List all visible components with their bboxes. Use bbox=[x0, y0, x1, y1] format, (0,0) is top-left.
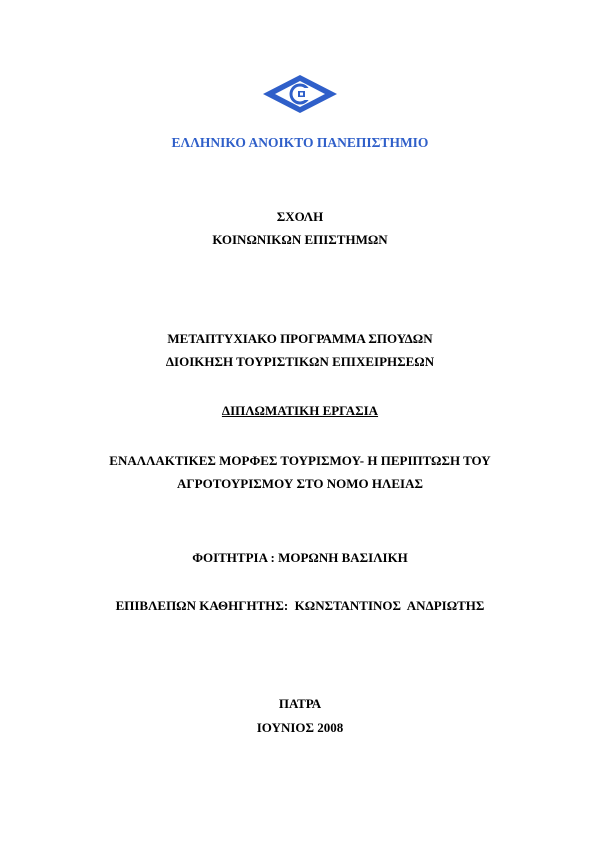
thesis-title-line-1: ΕΝΑΛΛΑΚΤΙΚΕΣ ΜΟΡΦΕΣ ΤΟΥΡΙΣΜΟΥ- Η ΠΕΡΙΠΤΩΣΗ ΤΟΥ bbox=[109, 453, 491, 468]
supervisor-name: ΕΠΙΒΛΕΠΩΝ ΚΑΘΗΓΗΤΗΣ: ΚΩΝΣΤΑΝΤΙΝΟΣ ΑΝΔΡΙΩΤΗΣ bbox=[115, 598, 485, 613]
document-type: ΔΙΠΛΩΜΑΤΙΚΗ ΕΡΓΑΣΙΑ bbox=[221, 403, 379, 418]
thesis-title-line-2: ΑΓΡΟΤΟΥΡΙΣΜΟΥ ΣΤΟ ΝΟΜΟ ΗΛΕΙΑΣ bbox=[177, 476, 423, 491]
program-name: ΔΙΟΙΚΗΣΗ ΤΟΥΡΙΣΤΙΚΩΝ ΕΠΙΧΕΙΡΗΣΕΩΝ bbox=[165, 354, 435, 369]
school-label: ΣΧΟΛΗ bbox=[276, 209, 324, 224]
program-label: ΜΕΤΑΠΤΥΧΙΑΚΟ ΠΡΟΓΡΑΜΜΑ ΣΠΟΥΔΩΝ bbox=[167, 331, 433, 346]
school-name: ΚΟΙΝΩΝΙΚΩΝ ΕΠΙΣΤΗΜΩΝ bbox=[212, 232, 388, 247]
date: ΙΟΥΝΙΟΣ 2008 bbox=[256, 720, 344, 735]
university-name: ΕΛΛΗΝΙΚΟ ΑΝΟΙΚΤΟ ΠΑΝΕΠΙΣΤΗΜΙΟ bbox=[171, 135, 429, 150]
student-name: ΦΟΙΤΗΤΡΙΑ : ΜΟΡΩΝΗ ΒΑΣΙΛΙΚΗ bbox=[192, 550, 408, 565]
eap-logo-icon bbox=[262, 74, 338, 114]
place: ΠΑΤΡΑ bbox=[278, 696, 322, 711]
